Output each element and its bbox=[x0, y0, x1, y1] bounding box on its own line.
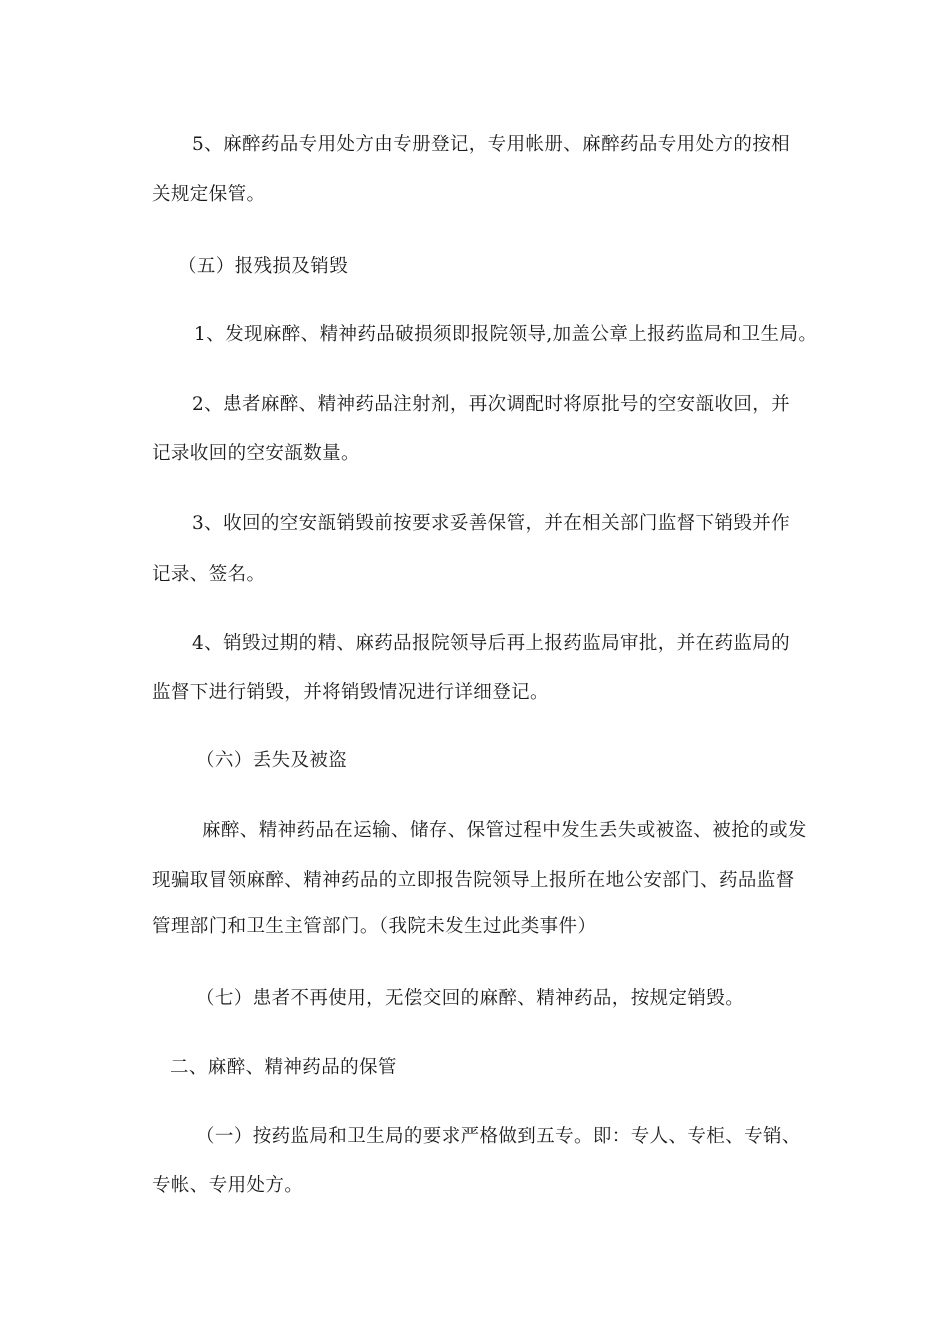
paragraph-line: 麻醉、精神药品在运输、储存、保管过程中发生丢失或被盗、被抢的或发 bbox=[202, 820, 807, 841]
paragraph-line: 5、麻醉药品专用处方由专册登记，专用帐册、麻醉药品专用处方的按相 bbox=[192, 134, 791, 155]
paragraph-line: 2、患者麻醉、精神药品注射剂，再次调配时将原批号的空安瓿收回，并 bbox=[192, 394, 791, 415]
section-heading: （六）丢失及被盗 bbox=[196, 750, 348, 771]
section-heading: （七）患者不再使用，无偿交回的麻醉、精神药品，按规定销毁。 bbox=[196, 988, 745, 1009]
section-heading: 二、麻醉、精神药品的保管 bbox=[170, 1057, 397, 1078]
paragraph-line: 专帐、专用处方。 bbox=[152, 1175, 304, 1196]
paragraph-line: 记录、签名。 bbox=[152, 564, 266, 585]
paragraph-line: 记录收回的空安瓿数量。 bbox=[152, 443, 360, 464]
paragraph-line: 1、发现麻醉、精神药品破损须即报院领导,加盖公章上报药监局和卫生局。 bbox=[194, 324, 818, 345]
paragraph-line: 4、销毁过期的精、麻药品报院领导后再上报药监局审批，并在药监局的 bbox=[192, 633, 791, 654]
paragraph-line: 管理部门和卫生主管部门。（我院未发生过此类事件） bbox=[152, 916, 597, 937]
paragraph-line: 关规定保管。 bbox=[152, 184, 266, 205]
section-heading: （五）报残损及销毁 bbox=[178, 256, 349, 277]
paragraph-line: 监督下进行销毁，并将销毁情况进行详细登记。 bbox=[152, 682, 549, 703]
paragraph-line: 现骗取冒领麻醉、精神药品的立即报告院领导上报所在地公安部门、药品监督 bbox=[152, 870, 795, 891]
paragraph-line: 3、收回的空安瓿销毁前按要求妥善保管，并在相关部门监督下销毁并作 bbox=[192, 513, 791, 534]
paragraph-line: （一）按药监局和卫生局的要求严格做到五专。即：专人、专柜、专销、 bbox=[196, 1126, 801, 1147]
